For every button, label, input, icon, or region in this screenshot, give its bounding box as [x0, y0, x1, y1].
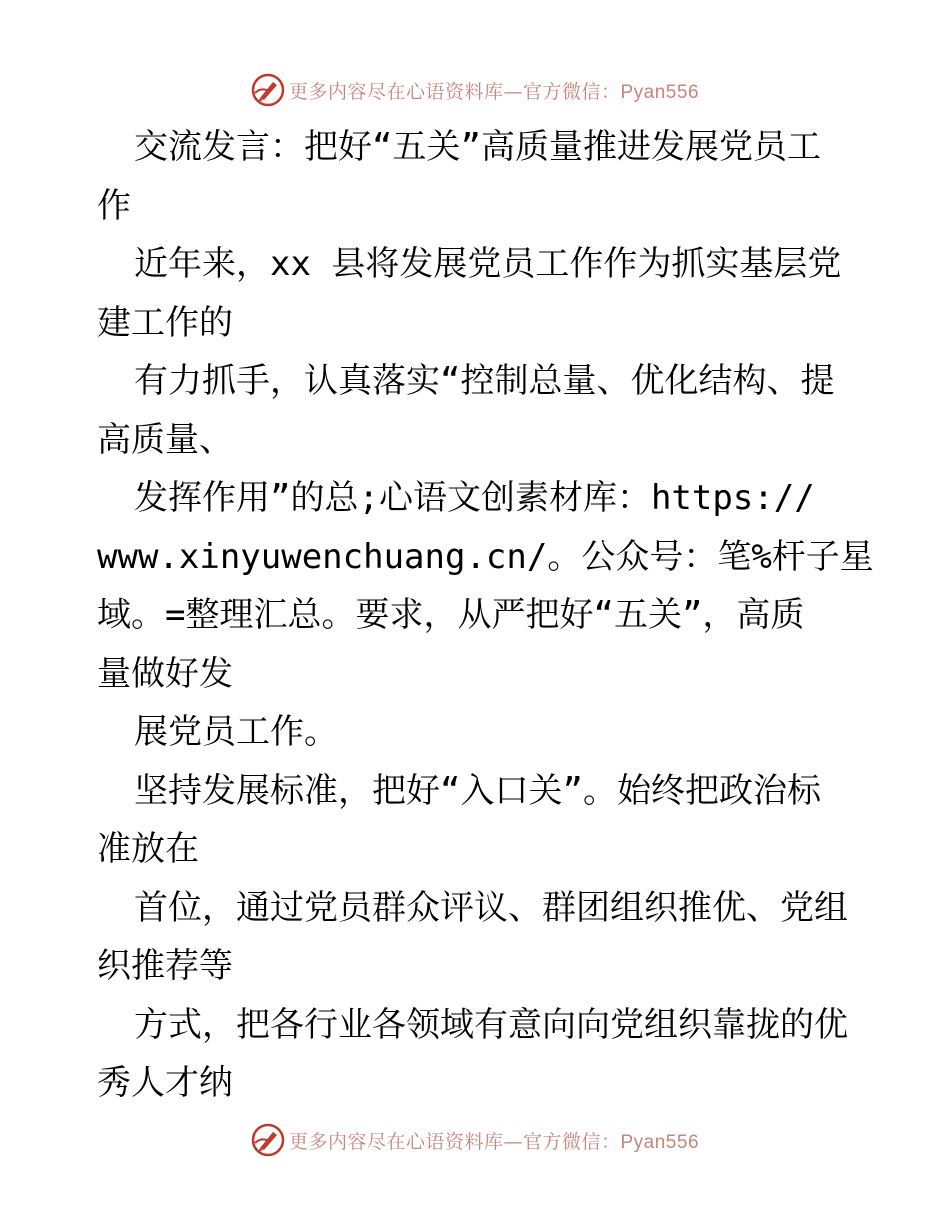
text-line: 展党员工作。 — [134, 712, 338, 752]
text-line: 坚持发展标准，把好“入口关”。始终把政治标 — [134, 770, 821, 811]
wechat-id: Pyan556 — [620, 1131, 700, 1153]
text-line: 准放在 — [97, 829, 199, 869]
text-line: 高质量、 — [97, 419, 233, 460]
text-line: 有力抓手，认真落实“控制总量、优化结构、提 — [134, 361, 835, 401]
banner-text: 更多内容尽在心语资料库—官方微信：Pyan556 — [288, 1130, 700, 1153]
pen-logo-icon — [251, 73, 285, 107]
text-line: 织推荐等 — [97, 946, 233, 986]
pen-logo-icon — [251, 1123, 285, 1157]
footer-banner — [0, 1120, 950, 1160]
wechat-id: Pyan556 — [620, 81, 700, 103]
document-body — [97, 118, 874, 1113]
text-line: 作 — [97, 185, 131, 226]
text-line: 建工作的 — [97, 302, 233, 343]
text-line: 域。=整理汇总。要求，从严把好“五关”，高质 — [97, 595, 805, 635]
text-line: www.xinyuwenchuang.cn/。公众号：笔%杆子星 — [97, 536, 874, 577]
text-line: 方式，把各行业各领域有意向向党组织靠拢的优 — [134, 1004, 848, 1045]
text-line: 交流发言：把好“五关”高质量推进发展党员工 — [134, 127, 821, 167]
text-line: 秀人才纳 — [97, 1063, 233, 1103]
text-line: 量做好发 — [97, 653, 233, 694]
text-line: 发挥作用”的总;心语文创素材库：https:// — [134, 478, 815, 518]
header-banner — [0, 70, 950, 110]
banner-text: 更多内容尽在心语资料库—官方微信：Pyan556 — [288, 80, 700, 103]
text-line: 近年来，xx 县将发展党员工作作为抓实基层党 — [134, 244, 842, 284]
text-line: 首位，通过党员群众评议、群团组织推优、党组 — [134, 887, 848, 928]
